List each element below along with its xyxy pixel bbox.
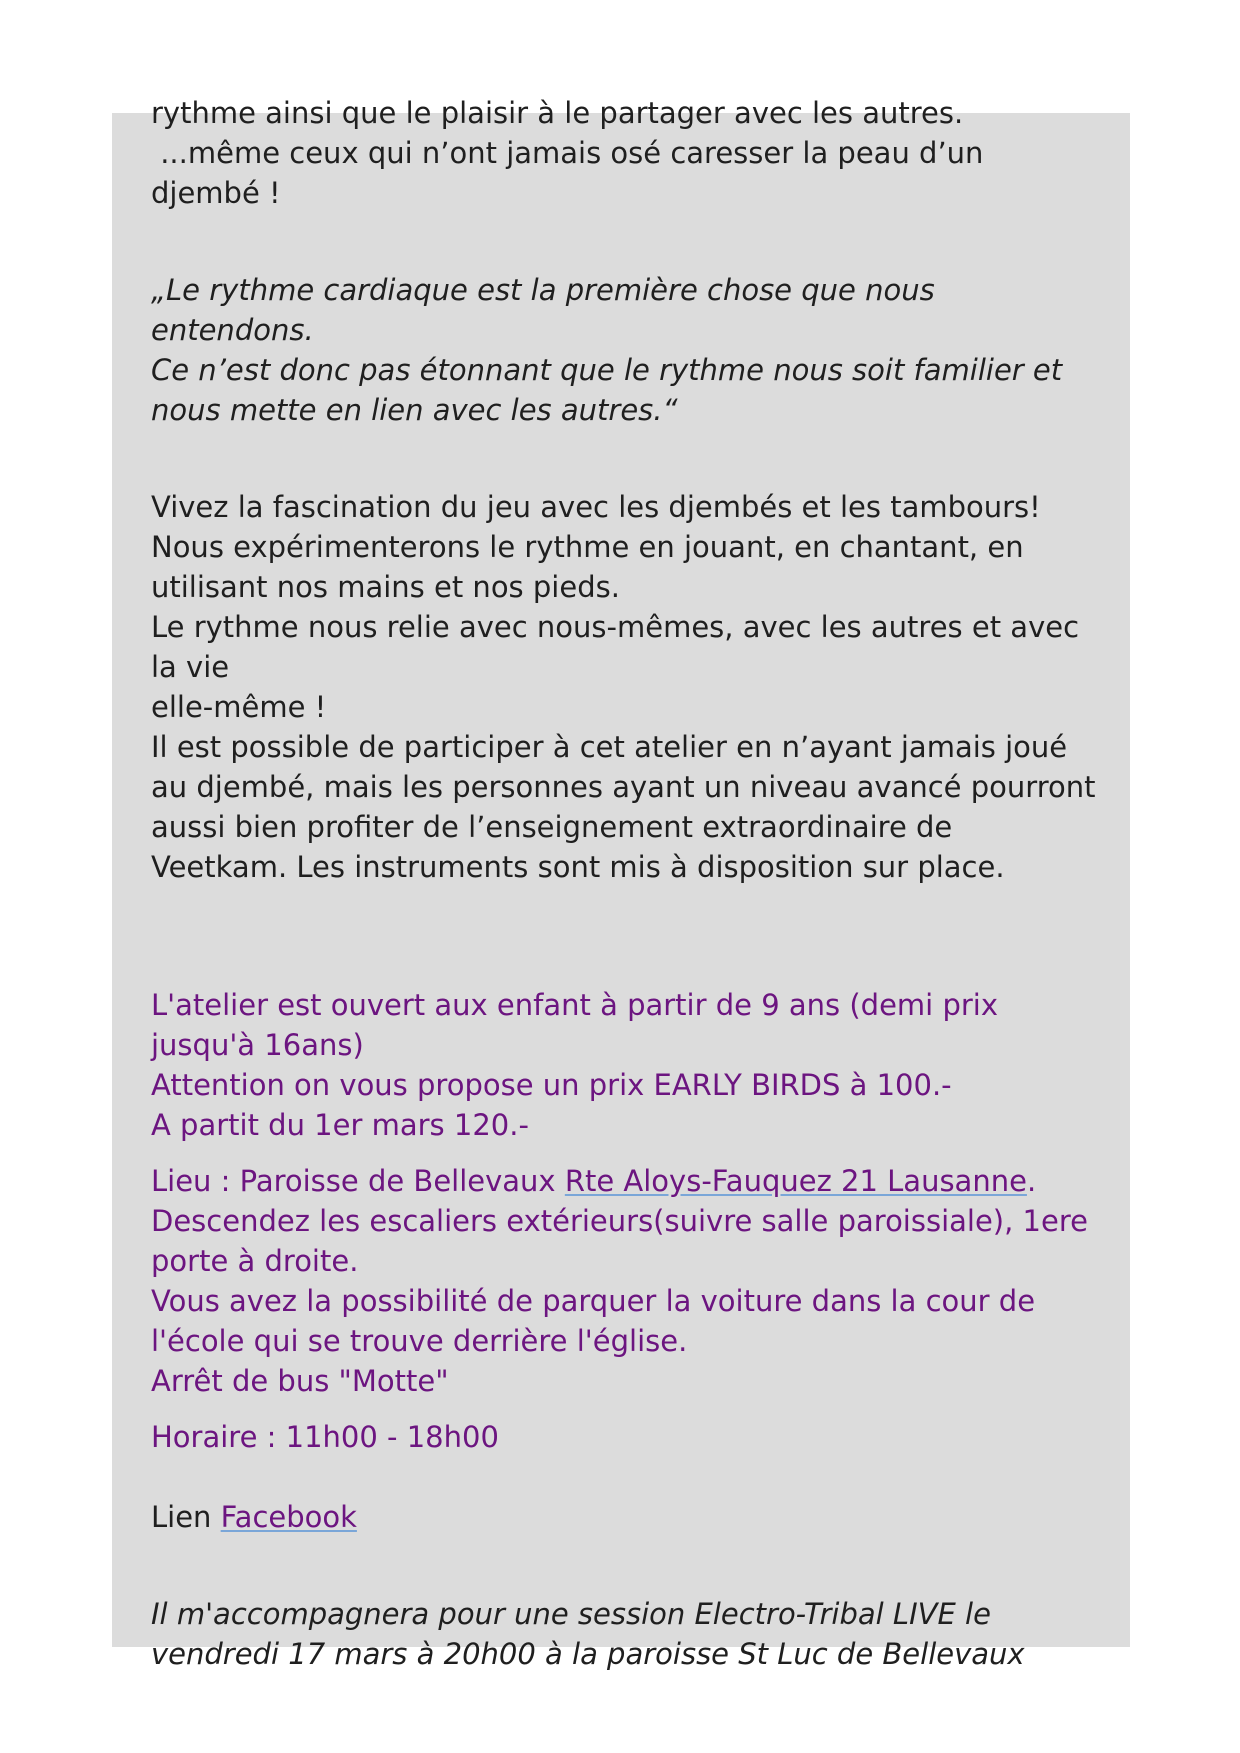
location-line: porte à droite.: [151, 1244, 359, 1278]
pricing-block: [151, 985, 1111, 1145]
pricing-line: A partit du 1er mars 120.-: [151, 1108, 529, 1142]
facebook-line: [151, 1497, 1111, 1537]
quote-line: Ce n’est donc pas étonnant que le rythme nous soit familier et: [151, 353, 1063, 387]
facebook-prefix: Lien: [151, 1500, 221, 1534]
pricing-line: L'atelier est ouvert aux enfant à partir de 9 ans (demi prix: [151, 988, 999, 1022]
closing-block: [151, 1594, 1111, 1674]
schedule-text: Horaire : 11h00 - 18h00: [151, 1420, 499, 1454]
description-line: Il est possible de participer à cet atelier en n’ayant jamais joué: [151, 730, 1068, 764]
location-line: Arrêt de bus "Motte": [151, 1364, 449, 1398]
location-line: Descendez les escaliers extérieurs(suivre salle paroissiale), 1ere: [151, 1204, 1088, 1238]
location-prefix: Lieu : Paroisse de Bellevaux: [151, 1164, 565, 1198]
closing-line: Il m'accompagnera pour une session Electro-Tribal LIVE le: [151, 1597, 991, 1631]
quote-line: „Le rythme cardiaque est la première chose que nous: [151, 273, 935, 307]
description-line: Veetkam. Les instruments sont mis à disposition sur place.: [151, 850, 1005, 884]
description-line: la vie: [151, 650, 230, 684]
description-line: elle-même !: [151, 690, 327, 724]
content-panel: [112, 96, 1130, 1671]
description-block: [151, 487, 1111, 887]
pricing-line: Attention on vous propose un prix EARLY BIRDS à 100.-: [151, 1068, 952, 1102]
address-link[interactable]: Rte Aloys-Fauquez 21 Lausanne: [564, 1164, 1027, 1198]
location-line: l'école qui se trouve derrière l'église.: [151, 1324, 688, 1358]
description-line: au djembé, mais les personnes ayant un niveau avancé pourront: [151, 770, 1096, 804]
quote-block: [151, 270, 1111, 430]
description-line: Vivez la fascination du jeu avec les djembés et les tambours!: [151, 490, 1041, 524]
pricing-line: jusqu'à 16ans): [151, 1028, 364, 1062]
description-line: Le rythme nous relie avec nous-mêmes, avec les autres et avec: [151, 610, 1080, 644]
description-line: Nous expérimenterons le rythme en jouant, en chantant, en: [151, 530, 1024, 564]
location-suffix: .: [1026, 1164, 1037, 1198]
intro-line: djembé !: [151, 176, 281, 210]
intro-line: ...même ceux qui n’ont jamais osé caresser la peau d’un: [151, 136, 984, 170]
facebook-link[interactable]: Facebook: [220, 1500, 357, 1534]
location-line: Vous avez la possibilité de parquer la voiture dans la cour de: [151, 1284, 1036, 1318]
description-line: utilisant nos mains et nos pieds.: [151, 570, 620, 604]
intro-line: rythme ainsi que le plaisir à le partager avec les autres.: [151, 96, 964, 130]
description-line: aussi bien profiter de l’enseignement extraordinaire de: [151, 810, 953, 844]
quote-line: entendons.: [151, 313, 314, 347]
quote-line: nous mette en lien avec les autres.“: [151, 393, 678, 427]
article-body: [151, 93, 1111, 1674]
closing-line: vendredi 17 mars à 20h00 à la paroisse St Luc de Bellevaux: [151, 1637, 1025, 1671]
location-line: [151, 1161, 1111, 1201]
location-block: [151, 1161, 1111, 1401]
